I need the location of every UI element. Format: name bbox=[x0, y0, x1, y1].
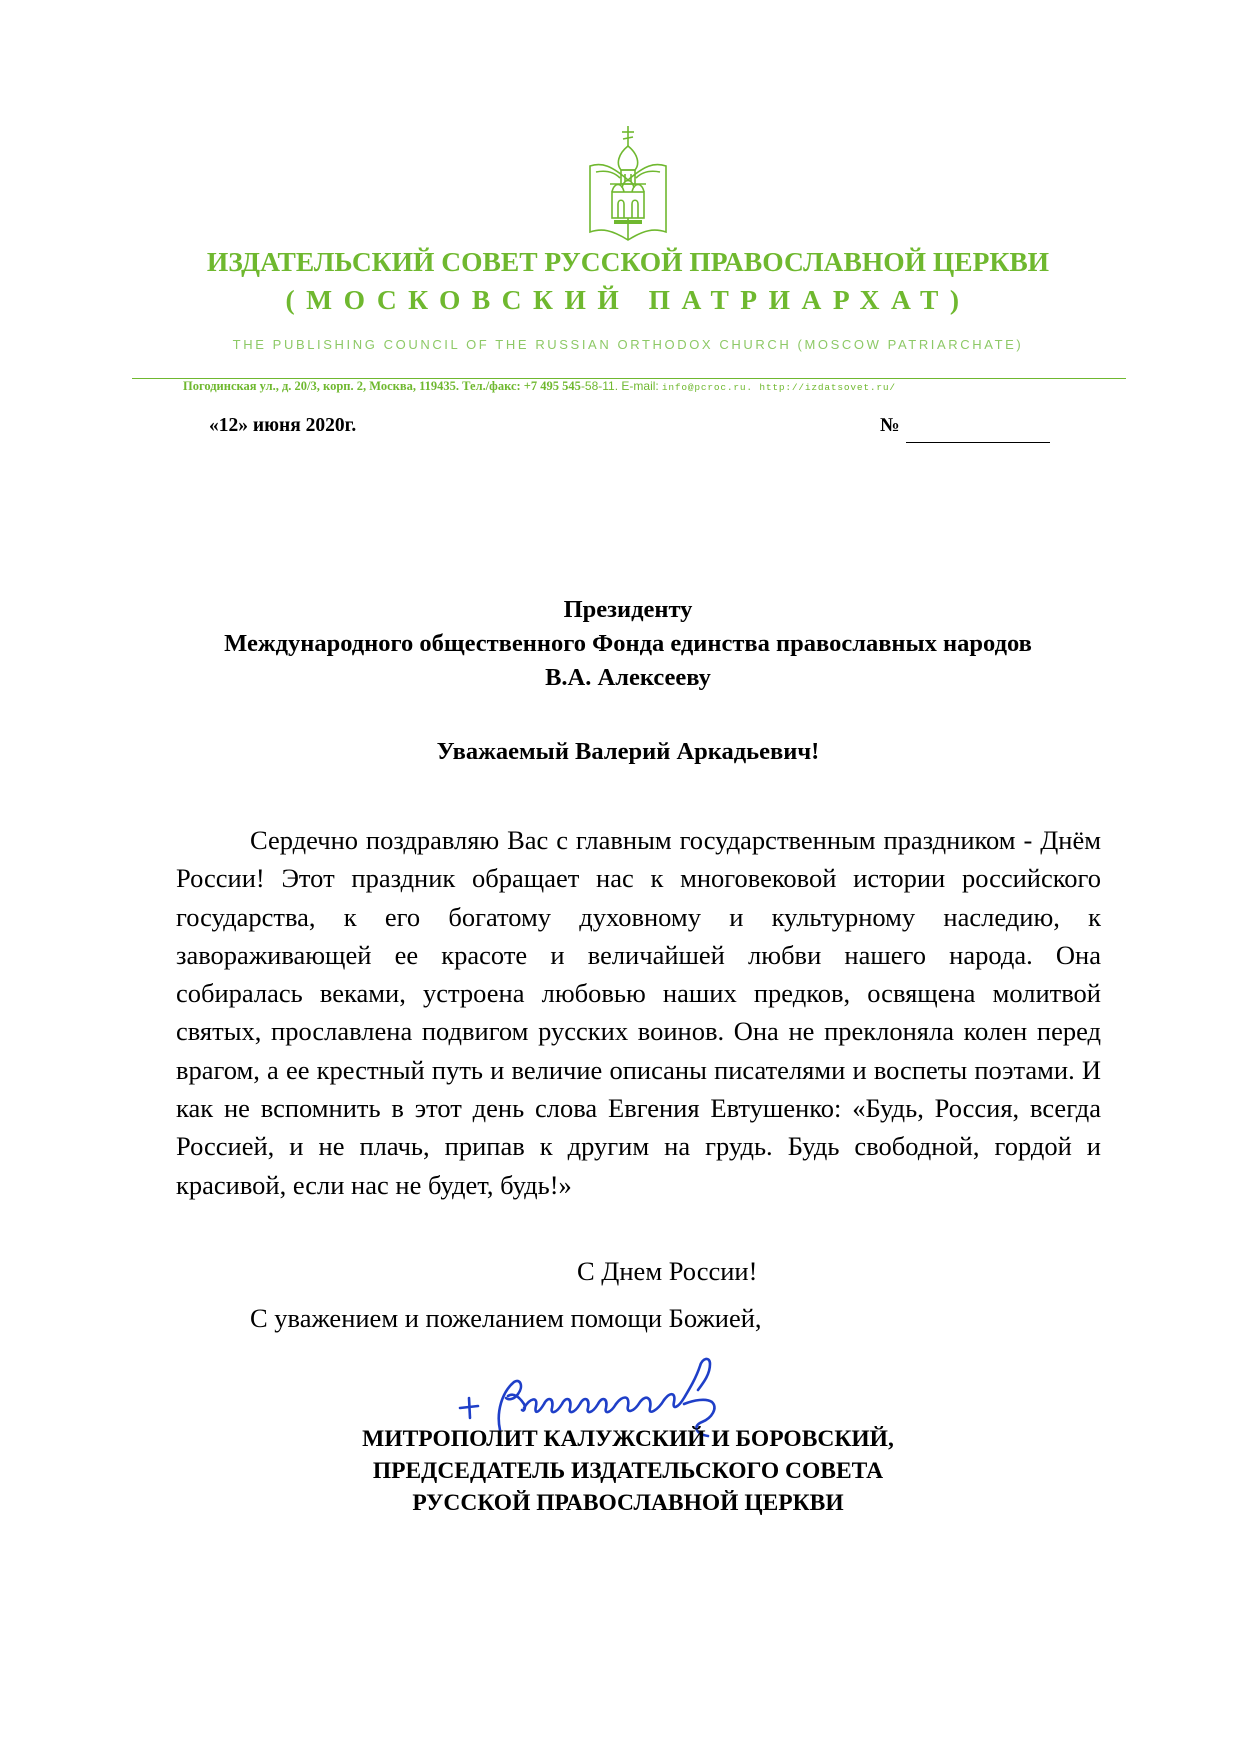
postal-address: Погодинская ул., д. 20/3, корп. 2, Москва, 119435. Тел./факс: +7 495 545 bbox=[183, 379, 581, 393]
phone-tail: -58-11. E-mail: bbox=[580, 379, 659, 393]
letter-number-label: № bbox=[880, 415, 900, 436]
signatory-title: МИТРОПОЛИТ КАЛУЖСКИЙ И БОРОВСКИЙ, bbox=[362, 1426, 894, 1452]
letter-number-blank bbox=[906, 442, 1050, 443]
contact-line bbox=[183, 379, 896, 394]
letter-body: Сердечно поздравляю Вас с главным государственным праздником - Днём России! Этот праздник обращает нас к многовековой истории российского государства, к его богатому духовному и культурному наследию, к завораживающей ее красоте и величайшей любви нашего народа. Она собиралась веками, устроена любовью наших предков, освящена молитвой святых, прославлена подвигом русских воинов. Она не преклоняла колен перед врагом, а ее крестный путь и величие описаны писателями и воспеты поэтами. И как не вспомнить в этот день слова Евгения Евтушенко: «Будь, Россия, всегда Россией, и не плачь, припав к другим на грудь. Будь свободной, гордой и красивой, если нас не будет, будь!» bbox=[176, 825, 1101, 1200]
recipient-title: Президенту bbox=[563, 596, 693, 623]
email-website: info@pcroc.ru. http://izdatsovet.ru/ bbox=[661, 382, 896, 393]
organization-name-english: THE PUBLISHING COUNCIL OF THE RUSSIAN ORTHODOX CHURCH (MOSCOW PATRIARCHATE) bbox=[232, 337, 1024, 352]
organization-name: ИЗДАТЕЛЬСКИЙ СОВЕТ РУССКОЙ ПРАВОСЛАВНОЙ ЦЕРКВИ bbox=[206, 246, 1050, 277]
letter-date: «12» июня 2020г. bbox=[209, 415, 357, 436]
signatory-organization: РУССКОЙ ПРАВОСЛАВНОЙ ЦЕРКВИ bbox=[412, 1490, 844, 1516]
recipient-name: В.А. Алексееву bbox=[545, 664, 711, 691]
recipient-organization: Международного общественного Фонда единства православных народов bbox=[224, 630, 1032, 657]
salutation: Уважаемый Валерий Аркадьевич! bbox=[436, 738, 820, 765]
church-book-icon bbox=[588, 124, 668, 242]
patriarchate-subtitle: (МОСКОВСКИЙ ПАТРИАРХАТ) bbox=[285, 284, 971, 315]
regards-line: С уважением и пожеланием помощи Божией, bbox=[250, 1303, 762, 1333]
closing-greeting: С Днем России! bbox=[577, 1256, 758, 1286]
signatory-position: ПРЕДСЕДАТЕЛЬ ИЗДАТЕЛЬСКОГО СОВЕТА bbox=[372, 1458, 884, 1484]
